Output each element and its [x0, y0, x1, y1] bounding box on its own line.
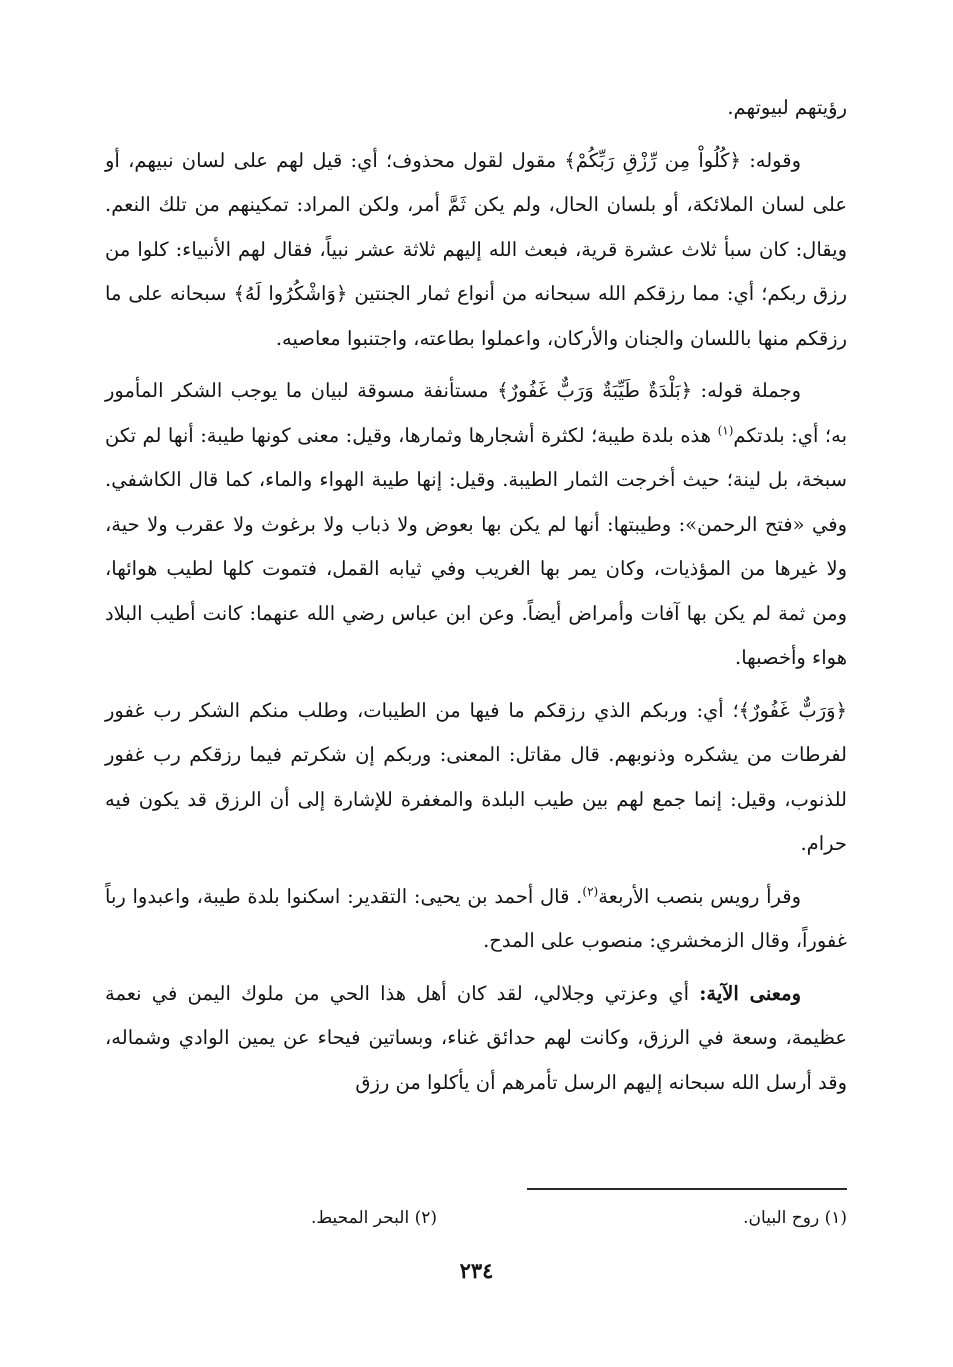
footnote-1: (١) روح البيان.	[743, 1208, 847, 1228]
paragraph-text: ﴿وَرَبٌّ غَفُورٌ﴾؛ أي: وربكم الذي رزقكم ما فيها من الطيبات، وطلب منكم الشكر رب غفور لفرطات من يشكره وذنوبهم. قال مقاتل: المعنى: وربكم إن شكرتم فيما رزقكم رب غفور للذنوب، وقيل: إنما جمع لهم بين طيب البلدة والمغفرة للإشارة إلى أن الرزق قد يكون فيه حرام.	[105, 698, 847, 855]
paragraph-3	[105, 369, 847, 681]
footnote-divider	[527, 1188, 847, 1190]
paragraph-text: وجملة قوله: ﴿بَلْدَةٌ طَيِّبَةٌ وَرَبٌّ غَفُورٌ﴾ مستأنفة مسوقة لبيان ما يوجب الشكر المأمور به؛ أي: بلدتكم	[105, 379, 847, 447]
page-number: ٢٣٤	[459, 1258, 494, 1283]
paragraph-text: . قال أحمد بن يحيى: التقدير: اسكنوا بلدة طيبة، واعبدوا رباً غفوراً، وقال الزمخشري: منصوب على المدح.	[105, 884, 847, 952]
paragraph-5	[105, 875, 847, 964]
paragraph-2	[105, 139, 847, 362]
paragraph-4	[105, 689, 847, 867]
paragraph-text: وقرأ رويس بنصب الأربعة	[598, 884, 802, 908]
paragraph-text: هذه بلدة طيبة؛ لكثرة أشجارها وثمارها، وقيل: معنى كونها طيبة: أنها لم تكن سبخة، بل لينة؛ حيث أخرجت الثمار الطيبة. وقيل: إنها طيبة الهواء والماء، كما قال الكاشفي. وفي «فتح الرحمن»: وطيبتها: أنها لم يكن بها بعوض ولا ذباب ولا برغوث ولا عقرب ولا حية، ولا غيرها من المؤذيات، وكان يمر بها الغريب وفي ثيابه القمل، فتموت كلها لطيب هوائها، ومن ثمة لم يكن بها آفات وأمراض أيضاً. وعن ابن عباس رضي الله عنهما: كانت أطيب البلاد هواء وأخصبها.	[105, 423, 847, 669]
paragraph-1	[105, 86, 847, 131]
footnote-2: (٢) البحر المحيط.	[311, 1208, 437, 1228]
paragraph-text: رؤيتهم لبيوتهم.	[727, 96, 847, 119]
footnote-ref-2: (٢)	[582, 884, 599, 898]
paragraph-6	[105, 972, 847, 1106]
body-text	[105, 86, 847, 1105]
paragraph-text: وقوله: ﴿كُلُواْ مِن رِّزْقِ رَبِّكُمْ﴾ مقول لقول محذوف؛ أي: قيل لهم على لسان نبيهم، أو على لسان الملائكة، أو بلسان الحال، ولم يكن ثَمَّ أمر، ولكن المراد: تمكينهم من تلك النعم. ويقال: كان سبأ ثلاث عشرة قرية، فبعث الله إليهم ثلاثة عشر نبياً، فقال لهم الأنبياء: كلوا من رزق ربكم؛ أي: مما رزقكم الله سبحانه من أنواع ثمار الجنتين ﴿وَاشْكُرُوا لَهُ﴾ سبحانه على ما رزقكم منها باللسان والجنان والأركان، واعملوا بطاعته، واجتنبوا معاصيه.	[105, 148, 847, 350]
section-heading: ومعنى الآية:	[699, 981, 801, 1005]
footnote-ref-1: (١)	[717, 423, 734, 437]
paragraph-text: أي وعزتي وجلالي، لقد كان أهل هذا الحي من ملوك اليمن في نعمة عظيمة، وسعة في الرزق، وكانت لهم حدائق غناء، وبساتين فيحاء عن يمين الوادي وشماله، وقد أرسل الله سبحانه إليهم الرسل تأمرهم أن يأكلوا من رزق	[105, 981, 847, 1094]
